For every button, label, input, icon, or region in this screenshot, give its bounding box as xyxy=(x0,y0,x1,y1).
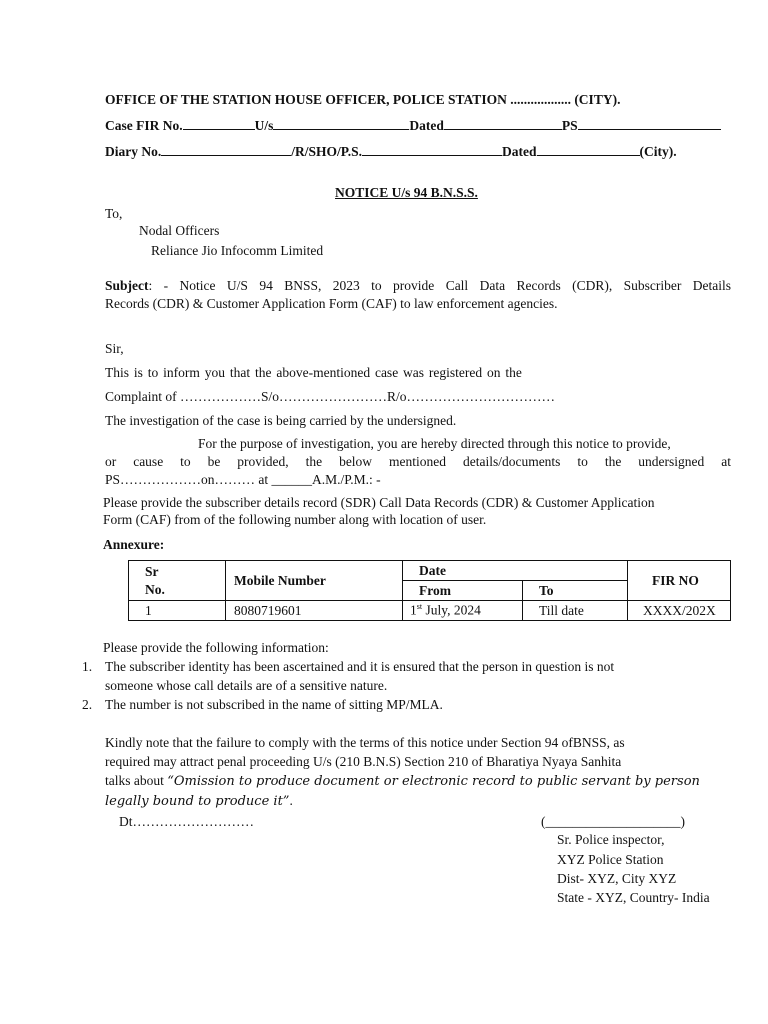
subject-line-1 xyxy=(105,278,731,294)
info-item-2-num: 2. xyxy=(82,697,93,712)
closing-line-1: Kindly note that the failure to comply with the terms of this notice under Section 94 ofBNSS, as xyxy=(105,735,625,750)
header-from: From xyxy=(403,581,523,601)
closing-prefix: talks about xyxy=(105,773,168,788)
cell-from-day: 1 xyxy=(410,602,417,618)
info-item-1-b: someone whose call details are of a sensitive nature. xyxy=(105,678,388,693)
header-date: Date xyxy=(403,561,628,581)
signatory-title: Sr. Police inspector, xyxy=(557,832,665,847)
city-label: (City). xyxy=(639,144,677,159)
ps-label: PS xyxy=(561,118,578,133)
rsho-label: /R/SHO/P.S. xyxy=(291,144,363,159)
body-p4a: Please provide the subscriber details record (SDR) Call Data Records (CDR) & Customer Application xyxy=(103,495,655,510)
notice-title: NOTICE U/s 94 B.N.S.S. xyxy=(335,185,478,200)
case-fir-blank xyxy=(183,117,255,130)
body-p4b: Form (CAF) from of the following number along with location of user. xyxy=(103,512,487,527)
case-fir-line xyxy=(105,117,721,134)
closing-quote-1: “Omission to produce document or electronic record to public servant by person xyxy=(167,774,700,789)
diary-blank xyxy=(161,143,291,156)
cell-from-sup: st xyxy=(416,602,423,612)
header-no: No. xyxy=(145,581,165,597)
subject-text: : - Notice U/S 94 BNSS, 2023 to provide Call Data Records (CDR), Subscriber Details xyxy=(148,278,731,293)
salutation: Sir, xyxy=(105,341,124,356)
closing-end: . xyxy=(289,793,293,808)
dt-line: Dt……………………… xyxy=(119,814,254,829)
case-fir-label: Case FIR No. xyxy=(105,118,183,133)
signatory-state: State - XYZ, Country- India xyxy=(557,890,710,905)
signatory-station: XYZ Police Station xyxy=(557,852,664,867)
cell-from-rest: July, 2024 xyxy=(422,602,481,618)
info-item-1-num: 1. xyxy=(82,659,93,674)
dated2-label: Dated xyxy=(502,144,537,159)
subject-line-2: Records (CDR) & Customer Application Form (CAF) to law enforcement agencies. xyxy=(105,296,558,311)
body-p3b: or cause to be provided, the below mentioned details/documents to the undersigned at xyxy=(105,454,731,469)
cell-to: Till date xyxy=(523,601,628,621)
ps-blank xyxy=(578,117,721,130)
diary-line xyxy=(105,143,677,160)
signatory-district: Dist- XYZ, City XYZ xyxy=(557,871,677,886)
dated-label: Dated xyxy=(409,118,444,133)
body-p1: This is to inform you that the above-mentioned case was registered on the xyxy=(105,365,522,380)
header-sr: Sr xyxy=(145,563,159,579)
header-fir: FIR NO xyxy=(628,561,731,601)
header-sr-no xyxy=(129,561,226,601)
closing-line-3 xyxy=(105,773,700,789)
closing-line-4 xyxy=(105,793,293,809)
rsho-blank xyxy=(362,143,502,156)
info-item-2: The number is not subscribed in the name of sitting MP/MLA. xyxy=(105,697,443,712)
annexure-label: Annexure: xyxy=(103,537,165,552)
closing-quote-2: legally bound to produce it” xyxy=(105,794,290,809)
info-item-1-a: The subscriber identity has been ascertained and it is ensured that the person in question is not xyxy=(105,659,615,674)
cell-mobile: 8080719601 xyxy=(226,601,403,621)
cell-sr: 1 xyxy=(129,601,226,621)
office-heading: OFFICE OF THE STATION HOUSE OFFICER, POLICE STATION .................. (CITY). xyxy=(105,92,621,107)
body-p3a: For the purpose of investigation, you are hereby directed through this notice to provide, xyxy=(198,436,671,451)
dated2-blank xyxy=(537,143,640,156)
cell-fir: XXXX/202X xyxy=(628,601,731,621)
subject-label: Subject xyxy=(105,278,149,293)
cell-from xyxy=(403,601,523,621)
complaint-line: Complaint of ………………S/o……………………R/o…………………………… xyxy=(105,389,556,404)
body-p3c: PS………………on……… at ______A.M./P.M.: - xyxy=(105,472,381,487)
header-to: To xyxy=(523,581,628,601)
annexure-table xyxy=(128,560,731,621)
to-line-1: Nodal Officers xyxy=(139,223,220,238)
body-p2: The investigation of the case is being carried by the undersigned. xyxy=(105,413,457,428)
to-label: To, xyxy=(105,206,123,221)
signature-blank: (____________________) xyxy=(541,814,685,829)
dated-blank xyxy=(444,117,562,130)
closing-line-2: required may attract penal proceeding U/s (210 B.N.S) Section 210 of Bharatiya Nyaya Sanhita xyxy=(105,754,622,769)
info-intro: Please provide the following information: xyxy=(103,640,329,655)
us-blank xyxy=(273,117,409,130)
to-line-2: Reliance Jio Infocomm Limited xyxy=(151,243,324,258)
table-header-row-1 xyxy=(129,561,731,581)
table-row xyxy=(129,601,731,621)
header-mobile: Mobile Number xyxy=(226,561,403,601)
us-label: U/s xyxy=(254,118,274,133)
diary-label: Diary No. xyxy=(105,144,162,159)
